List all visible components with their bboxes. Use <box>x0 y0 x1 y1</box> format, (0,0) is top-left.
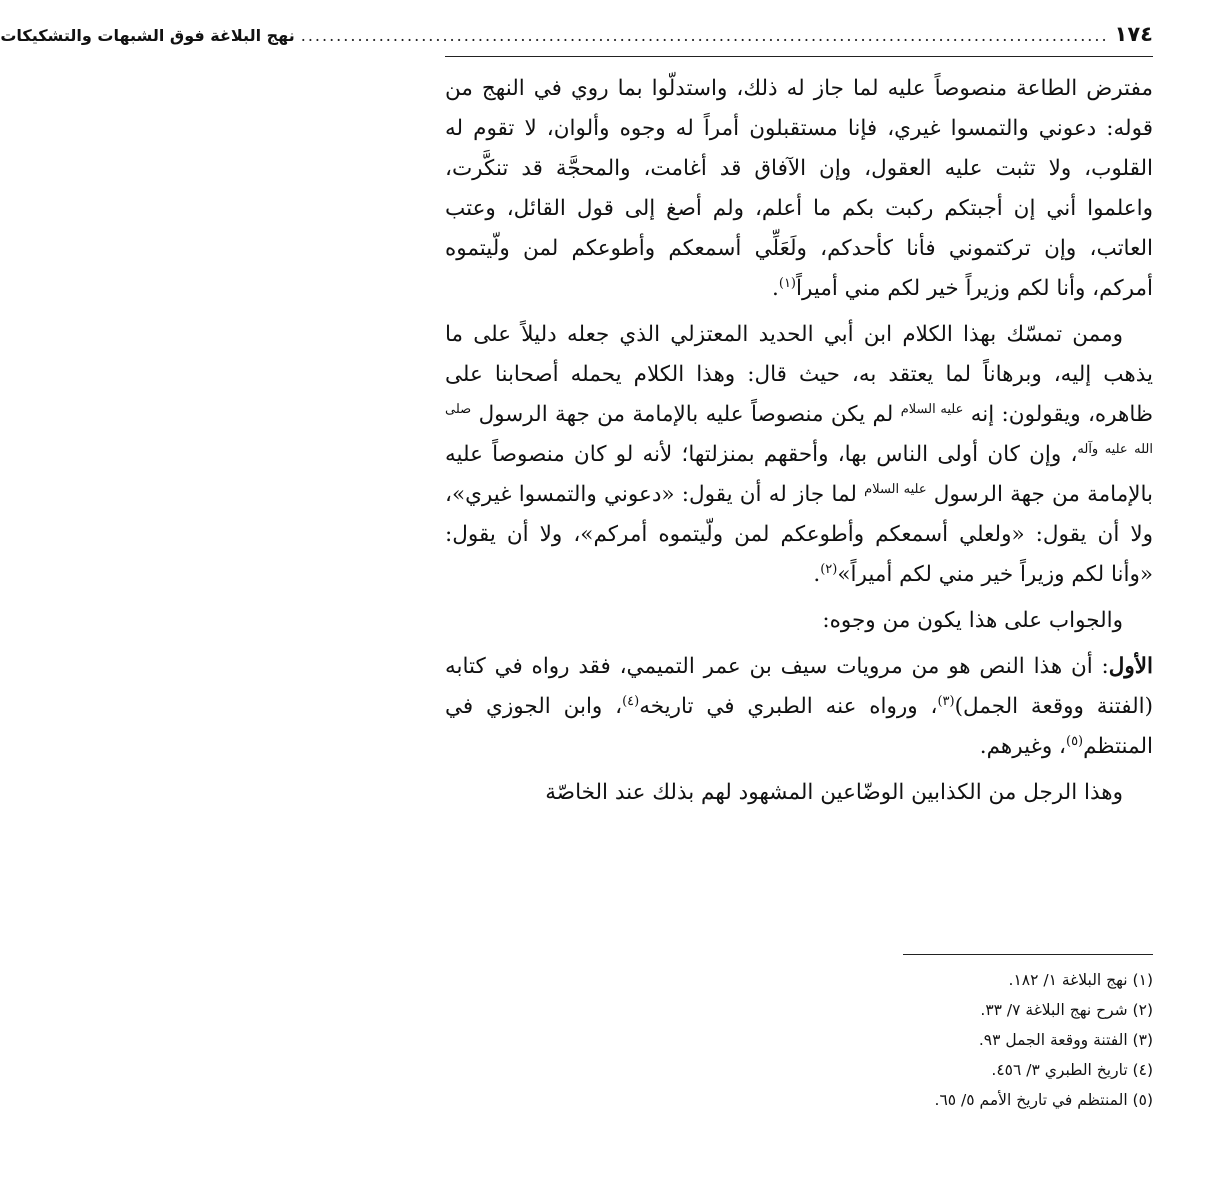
paragraph-4-text-b: ، ورواه عنه الطبري في تاريخه <box>639 694 938 719</box>
footnote-ref-1[interactable]: (١) <box>778 275 796 291</box>
footnote-divider <box>903 954 1153 955</box>
paragraph-3 <box>445 601 1153 641</box>
page-number: ١٧٤ <box>1114 22 1153 46</box>
book-page <box>0 22 1154 1162</box>
paragraph-2-text-a: وممن تمسّك بهذا الكلام ابن أبي الحديد المعتزلي الذي جعله دليلاً على ما يذهب إليه، وبرهاناً لما يعتقد به، حيث قال: وهذا الكلام يحمله أصحابنا على ظاهره، ويقولون: إنه <box>445 322 1154 427</box>
footnote-1: (١) نهج البلاغة ١/ ١٨٢. <box>1008 971 1153 989</box>
paragraph-1-text-b: . <box>772 276 779 301</box>
salawat-symbol-3: عليه السلام <box>864 481 927 497</box>
paragraph-2-text-b: لم يكن منصوصاً عليه بالإمامة من جهة الرسول <box>478 402 894 427</box>
footnote-2: (٢) شرح نهج البلاغة ٧/ ٣٣. <box>980 1001 1153 1019</box>
footnote-ref-2[interactable]: (٢) <box>820 561 838 577</box>
salawat-symbol-1: عليه السلام <box>900 401 964 417</box>
page-header <box>0 22 1153 57</box>
footnotes-section <box>445 954 1153 1115</box>
paragraph-2-text-c: ، وإن كان أولى الناس بها، وأحقهم بمنزلتها؛ لأنه لو كان منصوصاً عليه بالإمامة من جهة الرسول <box>445 442 1154 507</box>
paragraph-4 <box>445 647 1153 767</box>
footnote-4: (٤) تاريخ الطبري ٣/ ٤٥٦. <box>991 1061 1153 1079</box>
paragraph-4-text-a: : أن هذا النص هو من مرويات سيف بن عمر التميمي، فقد رواه في كتابه (الفتنة ووقعة الجمل) <box>445 654 1154 719</box>
footnote-5: (٥) المنتظم في تاريخ الأمم ٥/ ٦٥. <box>934 1091 1153 1109</box>
paragraph-3-text: والجواب على هذا يكون من وجوه: <box>822 608 1123 633</box>
running-title: نهج البلاغة فوق الشبهات والتشكيكات <box>0 26 295 45</box>
salawat-symbol-2: صلى الله عليه وآله <box>445 401 1153 457</box>
paragraph-1-text-a: مفترض الطاعة منصوصاً عليه لما جاز له ذلك، واستدلّوا بما روي في النهج من قوله: دعوني والتمسوا غيري، فإنا مستقبلون أمراً له وجوه وألوان، لا تقوم له القلوب، ولا تثبت عليه العقول، وإن الآفاق قد أغامت، والمحجَّة قد تنكَّرت، واعلموا أني إن أجبتكم ركبت بكم ما أعلم، ولم أصغ إلى قول القائل، وعتب العاتب، وإن تركتموني فأنا كأحدكم، ولَعَلِّي أسمعكم وأطوعكم لمن ولّيتموه أمركم، وأنا لكم وزيراً خير لكم مني أميراً <box>445 76 1153 301</box>
footnote-3: (٣) الفتنة ووقعة الجمل ٩٣. <box>978 1031 1153 1049</box>
paragraph-2-text-d: لما جاز له أن يقول: «دعوني والتمسوا غيري»، ولا أن يقول: «ولعلي أسمعكم وأطوعكم لمن ولّيتموه أمركم»، ولا أن يقول: «وأنا لكم وزيراً خير مني لكم أميراً» <box>445 482 1153 587</box>
paragraph-4-lead: الأول <box>1108 654 1153 679</box>
paragraph-1 <box>445 69 1153 309</box>
paragraph-5-text: وهذا الرجل من الكذابين الوضّاعين المشهود لهم بذلك عند الخاصّة <box>545 780 1123 805</box>
paragraph-2 <box>445 315 1153 595</box>
paragraph-5 <box>445 773 1153 813</box>
header-leader-dots: .................................................................................................................. <box>300 26 1109 45</box>
paragraph-2-text-e: . <box>813 562 821 587</box>
paragraph-4-text-c: ، وابن الجوزي في المنتظم <box>445 694 1153 759</box>
paragraph-4-text-d: ، وغيرهم. <box>979 734 1066 759</box>
footnote-ref-5[interactable]: (٥) <box>1065 733 1084 749</box>
footnote-ref-3[interactable]: (٣) <box>937 693 955 709</box>
footnote-ref-4[interactable]: (٤) <box>622 693 640 709</box>
